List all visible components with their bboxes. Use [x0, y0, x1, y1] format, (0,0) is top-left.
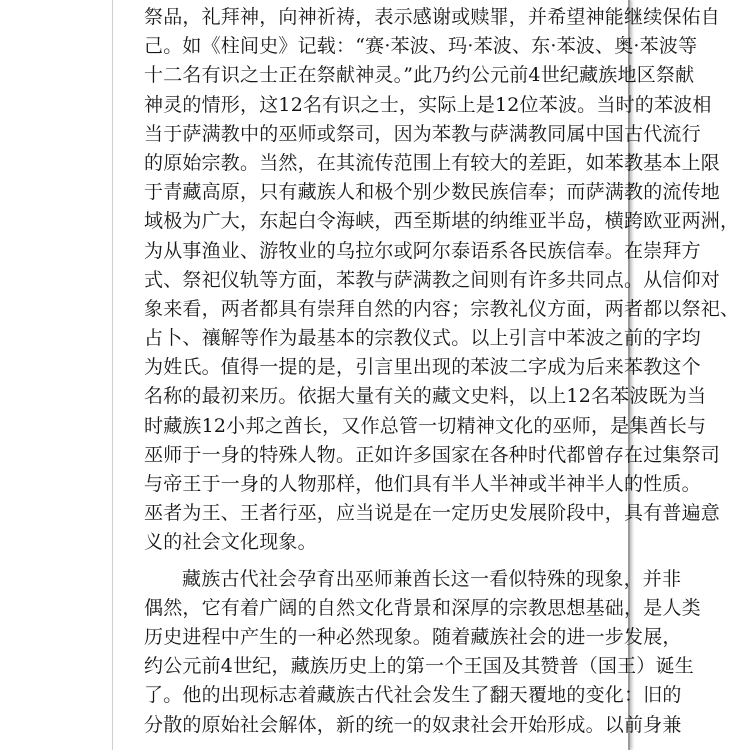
text-line: 的原始宗教。当然，在其流传范围上有较大的差距，如苯教基本上限	[144, 151, 721, 174]
text-line: 己。如《柱间史》记载：“赛·苯波、玛·苯波、东·苯波、奥·苯波等	[144, 35, 698, 58]
text-line: 巫者为王、王者行巫，应当说是在一定历史发展阶段中，具有普遍意	[144, 502, 721, 525]
text-line: 为姓氏。值得一提的是，引言里出现的苯波二字成为后来苯教这个	[144, 356, 701, 379]
text-line: 式、祭祀仪轨等方面，苯教与萨满教之间则有许多共同点。从信仰对	[144, 268, 721, 291]
paragraph-1	[144, 3, 740, 558]
text-line: 历史进程中产生的一种必然现象。随着藏族社会的进一步发展，	[144, 625, 682, 648]
text-line: 十二名有识之士正在祭献神灵。”此乃约公元前4世纪藏族地区祭献	[144, 64, 695, 87]
text-line: 占卜、禳解等作为最基本的宗教仪式。以上引言中苯波之前的字均	[144, 327, 701, 350]
text-line: 名称的最初来历。依据大量有关的藏文史料，以上12名苯波既为当	[144, 385, 707, 408]
text-line: 巫师于一身的特殊人物。正如许多国家在各种时代都曾存在过集祭司	[144, 443, 721, 466]
paragraph-2	[144, 565, 701, 740]
text-line: 约公元前4世纪，藏族历史上的第一个王国及其赞普（国王）诞生	[144, 655, 694, 678]
text-line: 藏族古代社会孕育出巫师兼酋长这一看似特殊的现象，并非	[182, 567, 682, 590]
text-line: 神灵的情形，这12名有识之士，实际上是12位苯波。当时的苯波相	[144, 93, 712, 116]
text-line: 象来看，两者都具有崇拜自然的内容；宗教礼仪方面，两者都以祭祀、	[144, 297, 740, 320]
text-line: 于青藏高原，只有藏族人和极个别少数民族信奉；而萨满教的流传地	[144, 181, 721, 204]
text-line: 祭品，礼拜神，向神祈祷，表示感谢或赎罪，并希望神能继续保佑自	[144, 6, 721, 28]
text-line: 了。他的出现标志着藏族古代社会发生了翻天覆地的变化：旧的	[144, 684, 682, 707]
document-body-text	[144, 3, 740, 740]
paragraph-gap	[144, 558, 614, 565]
text-line: 分散的原始社会解体，新的统一的奴隶社会开始形成。以前身兼	[144, 713, 682, 736]
text-line: 域极为广大，东起白令海峡，西至斯堪的纳维亚半岛，横跨欧亚两洲，	[144, 210, 740, 233]
text-line: 偶然，它有着广阔的自然文化背景和深厚的宗教思想基础，是人类	[144, 596, 701, 619]
text-line: 时藏族12小邦之酋长，又作总管一切精神文化的巫师，是集酋长与	[144, 414, 707, 437]
text-line: 与帝王于一身的人物那样，他们具有半人半神或半神半人的性质。	[144, 473, 701, 495]
text-line: 当于萨满教中的巫师或祭司，因为苯教与萨满教同属中国古代流行	[144, 122, 701, 145]
text-line: 为从事渔业、游牧业的乌拉尔或阿尔泰语系各民族信奉。在崇拜方	[144, 239, 701, 262]
text-line: 义的社会文化现象。	[144, 531, 317, 554]
